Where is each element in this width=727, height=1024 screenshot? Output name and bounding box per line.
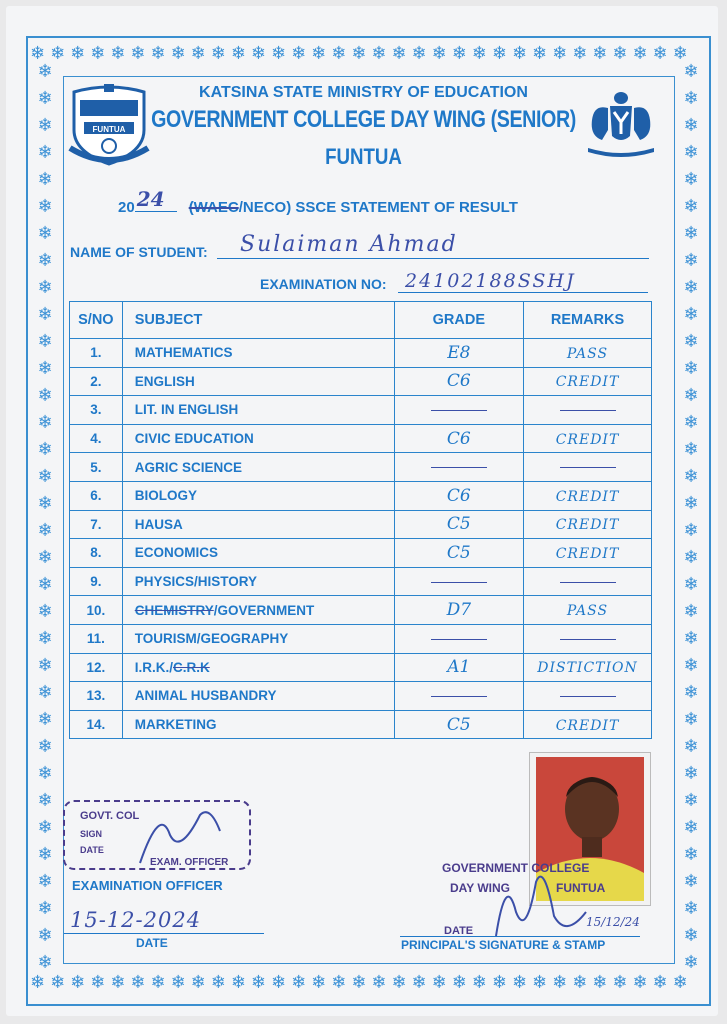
row-grade-value: C5 xyxy=(446,714,471,735)
subject-struck: C.R.K xyxy=(173,659,210,675)
row-sn: 6. xyxy=(70,481,123,510)
row-sn: 2. xyxy=(70,367,123,396)
row-remark xyxy=(524,453,652,482)
date-value: 15-12-2024 xyxy=(70,908,202,932)
row-grade xyxy=(394,396,523,425)
row-subject: LIT. IN ENGLISH xyxy=(122,396,394,425)
table-row xyxy=(70,510,652,539)
row-grade-value: C5 xyxy=(446,514,471,535)
row-sn: 4. xyxy=(70,424,123,453)
row-subject: ANIMAL HUSBANDRY xyxy=(122,682,394,711)
row-subject: ECONOMICS xyxy=(122,539,394,568)
row-subject: ENGLISH xyxy=(122,367,394,396)
row-remark-value: PASS xyxy=(566,603,609,620)
student-name-value: Sulaiman Ahmad xyxy=(240,232,458,257)
town-title: FUNTUA xyxy=(325,144,402,169)
stamp-right-line1: GOVERNMENT COLLEGE xyxy=(442,861,590,875)
row-remark xyxy=(524,481,652,510)
row-grade xyxy=(394,539,523,568)
table-header-row xyxy=(70,302,652,339)
stamp-left-line4: EXAM. OFFICER xyxy=(150,857,229,868)
row-grade xyxy=(394,510,523,539)
row-grade xyxy=(394,710,523,739)
year-prefix: 20 xyxy=(118,199,135,216)
ministry-title: KATSINA STATE MINISTRY OF EDUCATION xyxy=(199,84,528,101)
row-sn: 9. xyxy=(70,567,123,596)
snowflake-border-right: ❄❄❄❄❄❄❄❄❄❄❄❄❄❄❄❄❄❄❄❄❄❄❄❄❄❄❄❄❄❄❄❄❄❄ xyxy=(683,61,699,968)
exam-number-underline xyxy=(398,292,648,293)
stamp-right-line5: 15/12/24 xyxy=(586,915,640,929)
row-remark xyxy=(524,567,652,596)
row-remark-dash xyxy=(560,696,616,697)
row-subject: CIVIC EDUCATION xyxy=(122,424,394,453)
row-grade-value: D7 xyxy=(446,600,472,621)
row-remark xyxy=(524,682,652,711)
school-title: GOVERNMENT COLLEGE DAY WING (SENIOR) xyxy=(151,106,576,133)
row-remark xyxy=(524,396,652,425)
table-row xyxy=(70,367,652,396)
row-grade xyxy=(394,367,523,396)
row-grade-dash xyxy=(431,582,487,583)
row-sn: 11. xyxy=(70,624,123,653)
waec-struck: (WAEC xyxy=(188,199,239,216)
row-sn: 3. xyxy=(70,396,123,425)
row-grade xyxy=(394,339,523,368)
row-grade xyxy=(394,453,523,482)
subject-text: I.R.K./ xyxy=(134,659,173,675)
row-subject: BIOLOGY xyxy=(122,481,394,510)
principal-underline xyxy=(400,936,640,937)
statement-title-rest: /NECO) SSCE STATEMENT OF RESULT xyxy=(238,199,518,216)
row-remark xyxy=(524,624,652,653)
row-remark xyxy=(524,367,652,396)
row-remark-value: CREDIT xyxy=(555,431,620,448)
date-underline xyxy=(64,933,264,934)
row-grade-dash xyxy=(431,696,487,697)
row-remark xyxy=(524,510,652,539)
header-remarks: REMARKS xyxy=(524,302,652,339)
row-sn: 1. xyxy=(70,339,123,368)
row-remark xyxy=(524,596,652,625)
row-grade xyxy=(394,653,523,682)
row-subject: MATHEMATICS xyxy=(122,339,394,368)
row-grade xyxy=(394,481,523,510)
row-remark-value: DISTICTION xyxy=(537,660,638,677)
row-remark-dash xyxy=(560,639,616,640)
table-row xyxy=(70,453,652,482)
principal-label: PRINCIPAL'S SIGNATURE & STAMP xyxy=(401,938,606,952)
table-row xyxy=(70,567,652,596)
row-remark xyxy=(524,710,652,739)
row-grade xyxy=(394,567,523,596)
exam-number-value: 24102188SSHJ xyxy=(405,270,576,292)
stamp-left-line3: DATE xyxy=(80,845,104,855)
row-grade xyxy=(394,624,523,653)
row-grade-dash xyxy=(431,410,487,411)
row-grade-value: C6 xyxy=(446,428,471,449)
row-subject: MARKETING xyxy=(122,710,394,739)
row-sn: 8. xyxy=(70,539,123,568)
row-grade-value: E8 xyxy=(447,342,471,363)
row-subject: AGRIC SCIENCE xyxy=(122,453,394,482)
table-row xyxy=(70,481,652,510)
table-row xyxy=(70,682,652,711)
exam-number-label: EXAMINATION NO: xyxy=(260,276,387,292)
row-subject xyxy=(122,596,394,625)
snowflake-border-top: ❄❄❄❄❄❄❄❄❄❄❄❄❄❄❄❄❄❄❄❄❄❄❄❄❄❄❄❄❄❄❄❄❄ xyxy=(30,45,693,64)
row-remark-value: CREDIT xyxy=(555,374,620,391)
table-row xyxy=(70,710,652,739)
row-grade-value: C6 xyxy=(446,371,471,392)
row-grade-value: C5 xyxy=(446,542,471,563)
row-sn: 14. xyxy=(70,710,123,739)
row-sn: 12. xyxy=(70,653,123,682)
stamp-right-line3: FUNTUA xyxy=(556,881,606,895)
row-sn: 13. xyxy=(70,682,123,711)
row-grade xyxy=(394,682,523,711)
table-row xyxy=(70,339,652,368)
table-row xyxy=(70,653,652,682)
exam-officer-label: EXAMINATION OFFICER xyxy=(72,878,223,893)
results-table xyxy=(69,301,652,739)
row-remark xyxy=(524,653,652,682)
table-row xyxy=(70,596,652,625)
principal-stamp-icon xyxy=(436,852,664,940)
subject-text: /GOVERNMENT xyxy=(213,602,315,618)
stamp-left-line2: SIGN xyxy=(80,829,103,839)
table-row xyxy=(70,396,652,425)
year-blank xyxy=(135,187,177,212)
row-grade xyxy=(394,596,523,625)
row-grade-dash xyxy=(431,467,487,468)
row-sn: 7. xyxy=(70,510,123,539)
row-grade-dash xyxy=(431,639,487,640)
row-subject xyxy=(122,653,394,682)
row-remark-dash xyxy=(560,582,616,583)
snowflake-border-left: ❄❄❄❄❄❄❄❄❄❄❄❄❄❄❄❄❄❄❄❄❄❄❄❄❄❄❄❄❄❄❄❄❄❄ xyxy=(37,61,53,968)
student-name-label: NAME OF STUDENT: xyxy=(70,244,208,260)
header-subject: SUBJECT xyxy=(122,302,394,339)
row-remark-dash xyxy=(560,410,616,411)
row-sn: 10. xyxy=(70,596,123,625)
row-remark-value: CREDIT xyxy=(555,517,620,534)
student-name-underline xyxy=(217,258,649,259)
row-remark-value: CREDIT xyxy=(555,717,620,734)
row-subject: PHYSICS/HISTORY xyxy=(122,567,394,596)
date-label: DATE xyxy=(136,936,168,950)
header-sn: S/NO xyxy=(70,302,123,339)
header-grade: GRADE xyxy=(394,302,523,339)
row-remark xyxy=(524,339,652,368)
row-remark xyxy=(524,424,652,453)
table-row xyxy=(70,624,652,653)
statement-title xyxy=(118,187,518,216)
table-row xyxy=(70,424,652,453)
row-grade-value: C6 xyxy=(446,485,471,506)
stamp-right-line4: DATE xyxy=(444,925,474,937)
row-remark-value: CREDIT xyxy=(555,488,620,505)
row-remark xyxy=(524,539,652,568)
row-grade xyxy=(394,424,523,453)
row-subject: TOURISM/GEOGRAPHY xyxy=(122,624,394,653)
year-handwritten: 24 xyxy=(136,187,165,211)
row-remark-value: CREDIT xyxy=(555,545,620,562)
snowflake-border-bottom: ❄❄❄❄❄❄❄❄❄❄❄❄❄❄❄❄❄❄❄❄❄❄❄❄❄❄❄❄❄❄❄❄❄ xyxy=(30,974,693,993)
crest-label: FUNTUA xyxy=(92,125,126,134)
table-row xyxy=(70,539,652,568)
subject-struck: CHEMISTRY xyxy=(134,602,214,618)
stamp-right-line2: DAY WING xyxy=(450,881,511,895)
row-subject: HAUSA xyxy=(122,510,394,539)
row-grade-value: A1 xyxy=(447,657,471,678)
row-remark-value: PASS xyxy=(566,345,609,362)
exam-officer-stamp-icon xyxy=(60,795,260,875)
row-remark-dash xyxy=(560,467,616,468)
stamp-left-line1: GOVT. COL xyxy=(80,810,140,822)
row-sn: 5. xyxy=(70,453,123,482)
